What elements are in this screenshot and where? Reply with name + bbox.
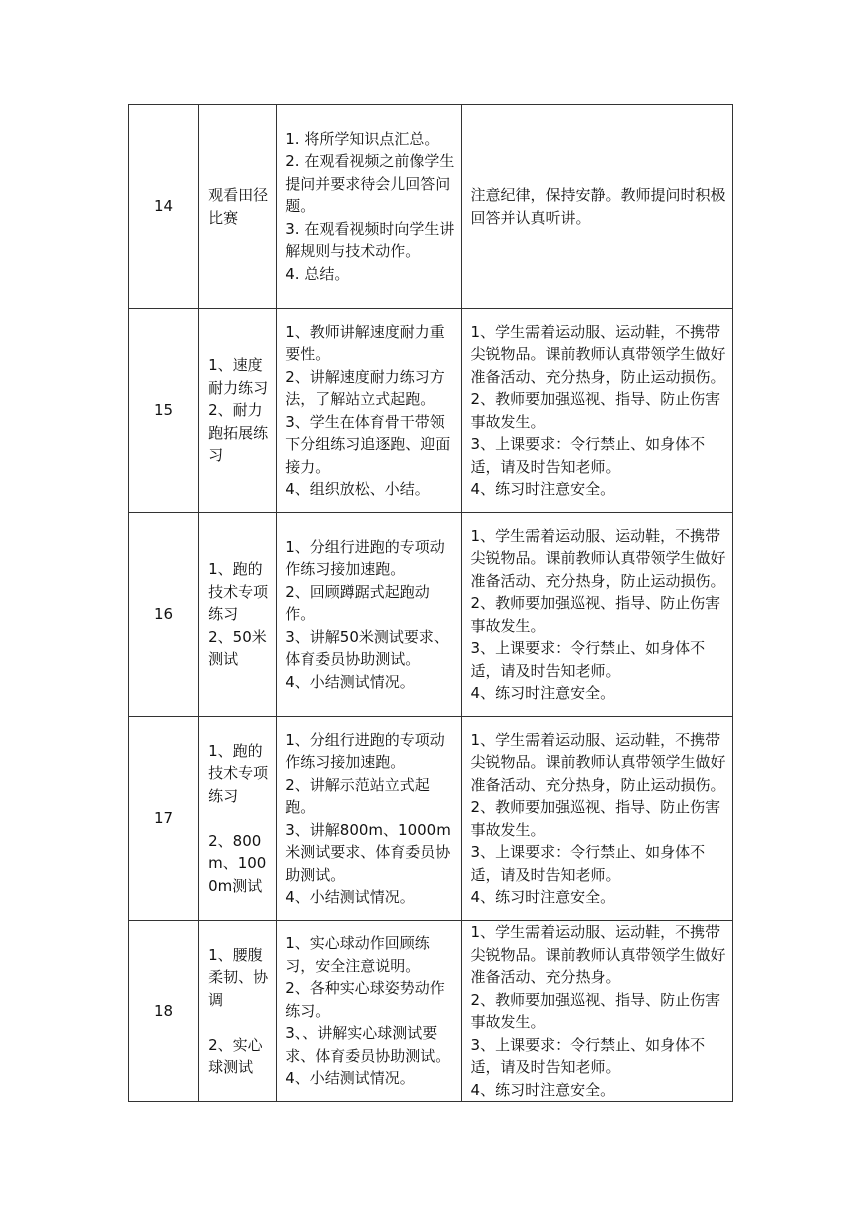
method-line: 1、分组行进跑的专项动作练习接加速跑。 [285, 730, 445, 771]
requirement-line: 1、学生需着运动服、运动鞋，不携带尖锐物品。课前教师认真带领学生做好准备活动、充分热身，防止运动损伤。 [470, 322, 726, 386]
method-line: 2、回顾蹲踞式起跑动作。 [285, 582, 430, 624]
topic-line: 1、腰腹柔韧、协调 [208, 945, 269, 1009]
teaching-method [277, 309, 461, 513]
topic-line: 2、实心球测试 [208, 1035, 263, 1076]
requirement-line: 3、上课要求：令行禁止、如身体不适，请及时告知老师。 [470, 843, 706, 884]
requirement-line: 注意纪律，保持安静。教师提问时积极回答并认真听讲。 [470, 186, 726, 227]
student-requirements [461, 921, 732, 1102]
student-requirements [461, 513, 732, 717]
teaching-method [277, 513, 461, 717]
table-row [129, 513, 733, 717]
topic-line: 观看田径比赛 [208, 186, 269, 227]
method-line: 1、分组行进跑的专项动作练习接加速跑。 [285, 537, 445, 579]
method-line: 2、讲解速度耐力练习方法，了解站立式起跑。 [285, 367, 445, 408]
table-row [129, 105, 733, 309]
teaching-method [277, 717, 461, 921]
requirement-line: 3、上课要求：令行禁止、如身体不适，请及时告知老师。 [470, 435, 706, 476]
requirement-line: 4、练习时注意安全。 [470, 1080, 616, 1099]
method-line: 4. 总结。 [285, 264, 350, 283]
table-row [129, 921, 733, 1102]
method-line: 4、组织放松、小结。 [285, 480, 430, 498]
requirement-line: 4、练习时注意安全。 [470, 888, 616, 906]
requirement-line: 2、教师要加强巡视、指导、防止伤害事故发生。 [470, 990, 721, 1031]
method-line: 4、小结测试情况。 [285, 1069, 415, 1088]
requirement-line: 3、上课要求：令行禁止、如身体不适，请及时告知老师。 [470, 1035, 706, 1076]
student-requirements [461, 717, 732, 921]
lesson-topic [199, 717, 277, 921]
requirement-line: 4、练习时注意安全。 [470, 684, 616, 702]
topic-spacer [208, 807, 270, 830]
lesson-number: 16 [129, 513, 199, 717]
method-line: 3、学生在体育骨干带领下分组练习追逐跑、迎面接力。 [285, 412, 451, 476]
method-line: 1、实心球动作回顾练习，安全注意说明。 [285, 934, 430, 975]
method-line: 1、教师讲解速度耐力重要性。 [285, 322, 445, 363]
topic-line: 2、800m、1000m测试 [208, 831, 267, 895]
student-requirements [461, 105, 732, 309]
method-line: 3. 在观看视频时向学生讲解规则与技术动作。 [285, 219, 455, 261]
requirement-line: 1、学生需着运动服、运动鞋，不携带尖锐物品。课前教师认真带领学生做好准备活动、充分热身。 [470, 923, 726, 986]
requirement-line: 4、练习时注意安全。 [470, 480, 616, 498]
lesson-topic [199, 105, 277, 309]
lesson-number: 14 [129, 105, 199, 309]
topic-line: 2、50米测试 [208, 627, 267, 669]
requirement-line: 2、教师要加强巡视、指导、防止伤害事故发生。 [470, 390, 721, 431]
table-row [129, 717, 733, 921]
method-line: 2、讲解示范站立式起跑。 [285, 775, 430, 816]
method-line: 3、、讲解实心球测试要求、体育委员协助测试。 [285, 1024, 451, 1065]
requirement-line: 2、教师要加强巡视、指导、防止伤害事故发生。 [470, 798, 721, 839]
method-line: 1. 将所学知识点汇总。 [285, 129, 440, 148]
topic-line: 1、跑的技术专项练习 [208, 560, 269, 624]
lesson-number: 15 [129, 309, 199, 513]
requirement-line: 1、学生需着运动服、运动鞋，不携带尖锐物品。课前教师认真带领学生做好准备活动、充分热身，防止运动损伤。 [470, 526, 726, 590]
table-row [129, 309, 733, 513]
requirement-line: 2、教师要加强巡视、指导、防止伤害事故发生。 [470, 594, 721, 635]
student-requirements [461, 309, 732, 513]
lesson-plan-table [128, 104, 733, 1102]
lesson-topic [199, 513, 277, 717]
lesson-number: 17 [129, 717, 199, 921]
requirement-line: 3、上课要求：令行禁止、如身体不适，请及时告知老师。 [470, 639, 706, 680]
topic-line: 2、耐力跑拓展练习 [208, 401, 269, 465]
teaching-method [277, 105, 461, 309]
topic-spacer [208, 1011, 270, 1034]
method-line: 4、小结测试情况。 [285, 888, 415, 906]
method-line: 2、各种实心球姿势动作练习。 [285, 979, 445, 1020]
topic-line: 1、跑的技术专项练习 [208, 741, 269, 805]
lesson-topic [199, 309, 277, 513]
requirement-line: 1、学生需着运动服、运动鞋，不携带尖锐物品。课前教师认真带领学生做好准备活动、充分热身，防止运动损伤。 [470, 730, 726, 794]
method-line: 4、小结测试情况。 [285, 672, 415, 691]
lesson-topic [199, 921, 277, 1102]
method-line: 2. 在观看视频之前像学生提问并要求待会儿回答问题。 [285, 152, 455, 216]
topic-line: 1、速度耐力练习 [208, 356, 269, 397]
lesson-number: 18 [129, 921, 199, 1102]
teaching-method [277, 921, 461, 1102]
method-line: 3、讲解800m、1000m米测试要求、体育委员协助测试。 [285, 820, 451, 884]
method-line: 3、讲解50米测试要求、体育委员协助测试。 [285, 627, 449, 669]
